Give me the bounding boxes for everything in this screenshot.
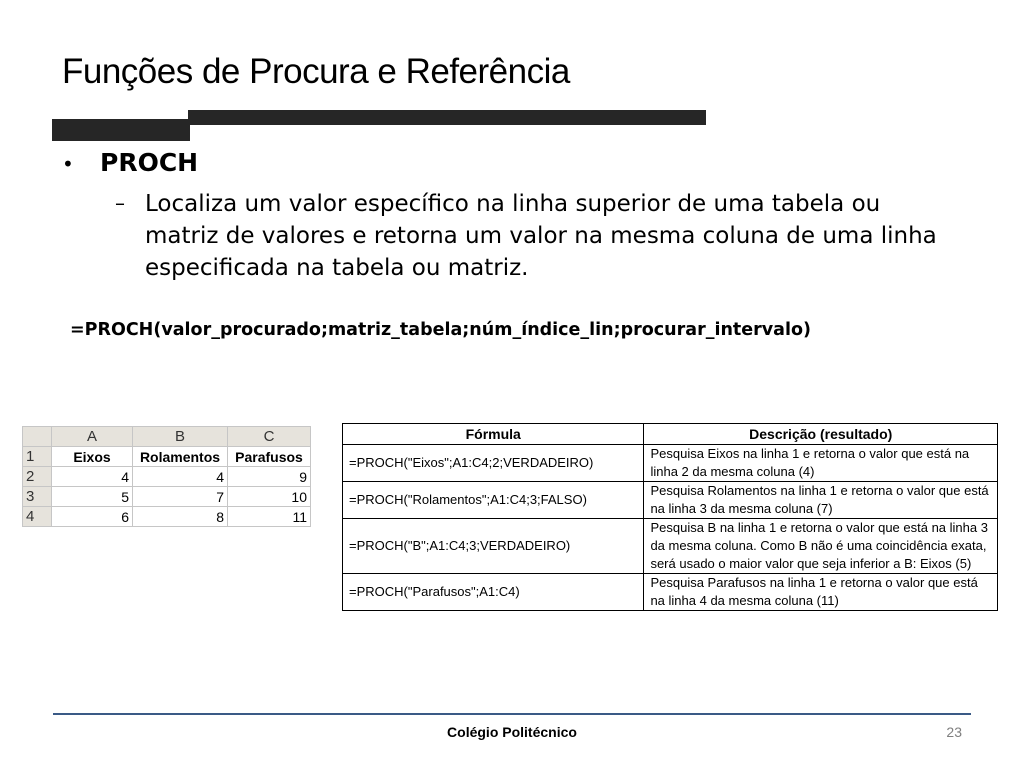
sheet-row: [23, 507, 311, 527]
dash-icon: –: [115, 191, 125, 215]
ref-formula: =PROCH("Rolamentos";A1:C4;3;FALSO): [343, 482, 644, 519]
function-syntax: =PROCH(valor_procurado;matriz_tabela;núm_índice_lin;procurar_intervalo): [70, 320, 812, 340]
bullet-proch: [62, 148, 198, 177]
sheet-cell: 4: [52, 467, 133, 487]
sheet-row: [23, 467, 311, 487]
sheet-cell: 7: [133, 487, 228, 507]
sheet-row-number: 4: [23, 507, 52, 527]
ref-formula: =PROCH("B";A1:C4;3;VERDADEIRO): [343, 519, 644, 574]
sheet-column-header-row: [23, 427, 311, 447]
sheet-row-number: 1: [23, 447, 52, 467]
sheet-corner: [23, 427, 52, 447]
sheet-row: [23, 447, 311, 467]
sheet-cell: 9: [228, 467, 311, 487]
ref-description: Pesquisa Parafusos na linha 1 e retorna o valor que está na linha 4 da mesma coluna (11): [644, 574, 998, 611]
ref-formula: =PROCH("Parafusos";A1:C4): [343, 574, 644, 611]
ref-header-row: [343, 424, 998, 445]
sheet-cell: 5: [52, 487, 133, 507]
ref-description: Pesquisa Eixos na linha 1 e retorna o valor que está na linha 2 da mesma coluna (4): [644, 445, 998, 482]
ref-header-formula: Fórmula: [343, 424, 644, 445]
sheet-cell: 10: [228, 487, 311, 507]
formula-reference-table: [342, 423, 998, 611]
spreadsheet-example: [22, 426, 311, 527]
title-accent-bar-small: [52, 119, 190, 141]
sheet-row-number: 3: [23, 487, 52, 507]
footer-divider: [53, 713, 971, 715]
ref-header-description: Descrição (resultado): [644, 424, 998, 445]
ref-row: [343, 445, 998, 482]
sheet-cell: 6: [52, 507, 133, 527]
sheet-column-header: C: [228, 427, 311, 447]
slide-title: Funções de Procura e Referência: [62, 52, 570, 91]
ref-row: [343, 482, 998, 519]
ref-description: Pesquisa Rolamentos na linha 1 e retorna o valor que está na linha 3 da mesma coluna (7): [644, 482, 998, 519]
sheet-cell: Rolamentos: [133, 447, 228, 467]
sheet-cell: Parafusos: [228, 447, 311, 467]
sheet-column-header: B: [133, 427, 228, 447]
sheet-row: [23, 487, 311, 507]
page-number: 23: [946, 724, 962, 740]
sheet-cell: Eixos: [52, 447, 133, 467]
sheet-cell: 11: [228, 507, 311, 527]
ref-row: [343, 519, 998, 574]
ref-row: [343, 574, 998, 611]
ref-description: Pesquisa B na linha 1 e retorna o valor que está na linha 3 da mesma coluna. Como B não é uma coincidência exata, será usado o maior valor que seja inferior a B: Eixos (5): [644, 519, 998, 574]
ref-formula: =PROCH("Eixos";A1:C4;2;VERDADEIRO): [343, 445, 644, 482]
sheet-cell: 4: [133, 467, 228, 487]
bullet-icon: •: [62, 152, 74, 176]
sub-bullet-description: [115, 188, 945, 284]
sub-bullet-text: Localiza um valor específico na linha superior de uma tabela ou matriz de valores e retorna um valor na mesma coluna de uma linha especificada na tabela ou matriz.: [145, 191, 937, 281]
bullet-label: PROCH: [100, 148, 199, 177]
footer-institution: Colégio Politécnico: [447, 724, 577, 740]
title-accent-bar-long: [188, 110, 706, 125]
sheet-column-header: A: [52, 427, 133, 447]
sheet-cell: 8: [133, 507, 228, 527]
sheet-row-number: 2: [23, 467, 52, 487]
